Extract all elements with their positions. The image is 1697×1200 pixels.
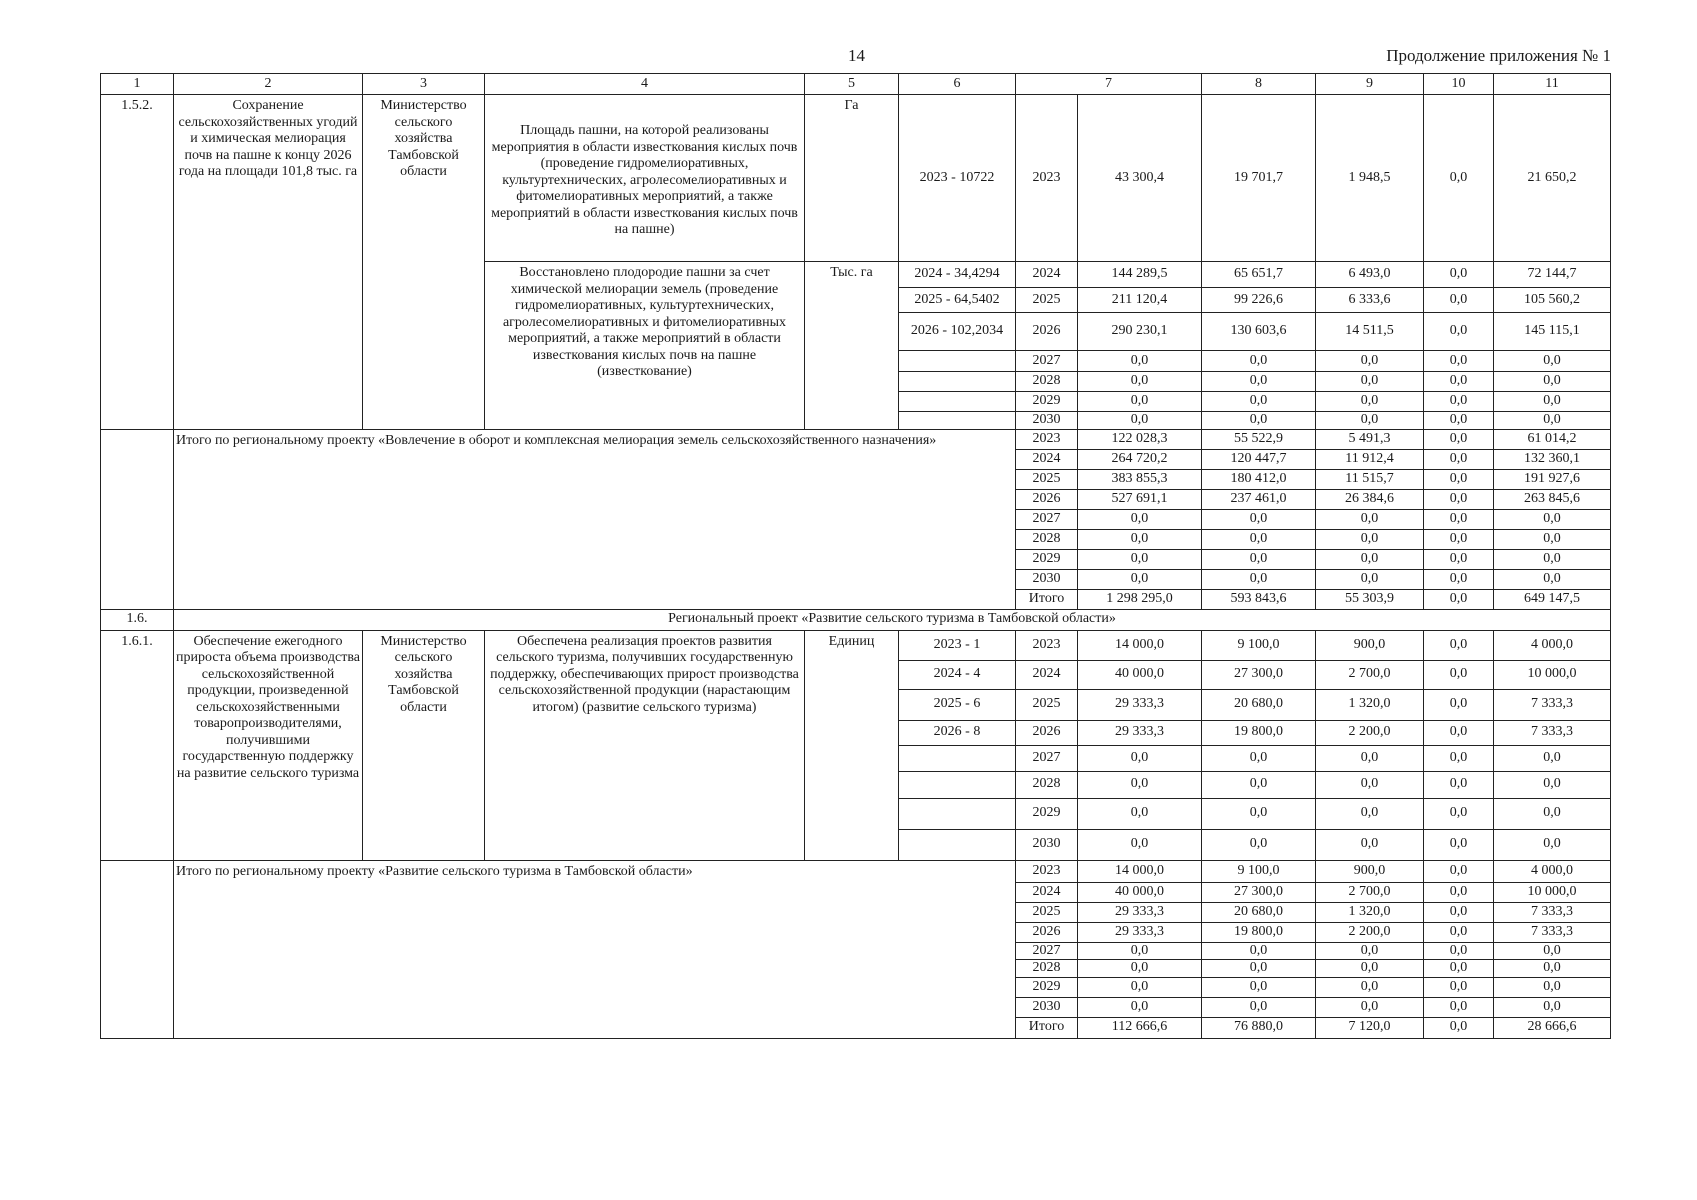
total-amount-cell: 0,0	[1078, 412, 1202, 430]
local-budget-cell: 0,0	[1424, 942, 1494, 960]
total-amount-cell: 0,0	[1078, 942, 1202, 960]
federal-budget-cell: 27 300,0	[1202, 660, 1316, 689]
local-budget-cell: 0,0	[1424, 829, 1494, 860]
regional-budget-cell: 0,0	[1316, 392, 1424, 412]
row-number: 1.6.1.	[101, 630, 174, 860]
federal-budget-cell: 20 680,0	[1202, 689, 1316, 720]
total-amount-cell: 14 000,0	[1078, 860, 1202, 882]
federal-budget-cell: 0,0	[1202, 392, 1316, 412]
col-header-3: 3	[363, 74, 485, 95]
year-cell: 2027	[1016, 745, 1078, 771]
local-budget-cell: 0,0	[1424, 977, 1494, 997]
extrabudget-cell: 10 000,0	[1494, 882, 1611, 902]
extrabudget-cell: 0,0	[1494, 798, 1611, 829]
federal-budget-cell: 0,0	[1202, 942, 1316, 960]
regional-budget-cell: 2 200,0	[1316, 720, 1424, 745]
indicator-description: Обеспечена реализация проектов развития сельского туризма, получивших государственную поддержку, обеспечивающих прирост производства сельскохозяйственной продукции (нарастающим итогом) (развитие сельского туризма)	[485, 630, 805, 860]
total-amount-cell: 383 855,3	[1078, 469, 1202, 489]
target-value-cell	[899, 798, 1016, 829]
regional-budget-cell: 6 493,0	[1316, 262, 1424, 288]
total-amount-cell: 112 666,6	[1078, 1017, 1202, 1038]
total-amount-cell: 122 028,3	[1078, 429, 1202, 449]
extrabudget-cell: 0,0	[1494, 977, 1611, 997]
year-cell: 2030	[1016, 569, 1078, 589]
total-amount-cell: 0,0	[1078, 529, 1202, 549]
regional-budget-cell: 0,0	[1316, 529, 1424, 549]
regional-budget-cell: 0,0	[1316, 351, 1424, 372]
local-budget-cell: 0,0	[1424, 429, 1494, 449]
regional-budget-cell: 14 511,5	[1316, 313, 1424, 351]
activity-row-1-5-2	[101, 95, 1611, 262]
section-title: Региональный проект «Развитие сельского туризма в Тамбовской области»	[174, 609, 1611, 630]
total-amount-cell: 264 720,2	[1078, 449, 1202, 469]
task-description: Сохранение сельскохозяйственных угодий и химическая мелиорация почв на пашне к концу 2026 года на площади 101,8 тыс. га	[174, 95, 363, 430]
total-amount-cell: 29 333,3	[1078, 902, 1202, 922]
year-cell: 2023	[1016, 429, 1078, 449]
total-amount-cell: 0,0	[1078, 977, 1202, 997]
extrabudget-cell: 0,0	[1494, 351, 1611, 372]
extrabudget-cell: 0,0	[1494, 372, 1611, 392]
federal-budget-cell: 9 100,0	[1202, 860, 1316, 882]
federal-budget-cell: 180 412,0	[1202, 469, 1316, 489]
federal-budget-cell: 0,0	[1202, 771, 1316, 798]
empty-number-cell	[101, 429, 174, 609]
extrabudget-cell: 649 147,5	[1494, 589, 1611, 609]
year-cell: 2029	[1016, 798, 1078, 829]
extrabudget-cell: 0,0	[1494, 745, 1611, 771]
year-cell: 2024	[1016, 449, 1078, 469]
local-budget-cell: 0,0	[1424, 95, 1494, 262]
target-value-cell	[899, 372, 1016, 392]
year-cell: 2024	[1016, 262, 1078, 288]
local-budget-cell: 0,0	[1424, 922, 1494, 942]
extrabudget-cell: 61 014,2	[1494, 429, 1611, 449]
extrabudget-cell: 0,0	[1494, 960, 1611, 978]
empty-number-cell	[101, 860, 174, 1038]
regional-budget-cell: 0,0	[1316, 960, 1424, 978]
federal-budget-cell: 0,0	[1202, 977, 1316, 997]
total-amount-cell: 0,0	[1078, 997, 1202, 1017]
local-budget-cell: 0,0	[1424, 529, 1494, 549]
federal-budget-cell: 65 651,7	[1202, 262, 1316, 288]
federal-budget-cell: 593 843,6	[1202, 589, 1316, 609]
extrabudget-cell: 7 333,3	[1494, 720, 1611, 745]
indicator-description: Площадь пашни, на которой реализованы мероприятия в области известкования кислых почв (проведение гидромелиоративных, культуртехнических, агролесомелиоративных и фитомелиоративных мероприятий, а также мероприятий в области известкования кислых почв на пашне)	[485, 95, 805, 262]
regional-budget-cell: 900,0	[1316, 630, 1424, 660]
local-budget-cell: 0,0	[1424, 569, 1494, 589]
target-value-cell	[899, 412, 1016, 430]
target-value-cell	[899, 745, 1016, 771]
regional-budget-cell: 5 491,3	[1316, 429, 1424, 449]
year-cell: 2028	[1016, 771, 1078, 798]
local-budget-cell: 0,0	[1424, 509, 1494, 529]
federal-budget-cell: 0,0	[1202, 569, 1316, 589]
total-amount-cell: 0,0	[1078, 569, 1202, 589]
regional-budget-cell: 0,0	[1316, 942, 1424, 960]
regional-budget-cell: 0,0	[1316, 569, 1424, 589]
regional-budget-cell: 1 948,5	[1316, 95, 1424, 262]
regional-budget-cell: 0,0	[1316, 997, 1424, 1017]
regional-budget-cell: 0,0	[1316, 412, 1424, 430]
federal-budget-cell: 19 800,0	[1202, 922, 1316, 942]
extrabudget-cell: 105 560,2	[1494, 288, 1611, 313]
target-value-cell: 2023 - 1	[899, 630, 1016, 660]
local-budget-cell: 0,0	[1424, 469, 1494, 489]
regional-budget-cell: 2 700,0	[1316, 660, 1424, 689]
regional-budget-cell: 55 303,9	[1316, 589, 1424, 609]
regional-budget-cell: 0,0	[1316, 745, 1424, 771]
extrabudget-cell: 4 000,0	[1494, 860, 1611, 882]
continuation-label: Продолжение приложения № 1	[1386, 46, 1611, 65]
total-amount-cell: 1 298 295,0	[1078, 589, 1202, 609]
federal-budget-cell: 0,0	[1202, 372, 1316, 392]
extrabudget-cell: 21 650,2	[1494, 95, 1611, 262]
regional-budget-cell: 0,0	[1316, 798, 1424, 829]
col-header-10: 10	[1424, 74, 1494, 95]
year-cell: 2029	[1016, 549, 1078, 569]
project-total-label: Итого по региональному проекту «Вовлечение в оборот и комплексная мелиорация земель сельскохозяйственного назначения»	[174, 429, 1016, 609]
local-budget-cell: 0,0	[1424, 1017, 1494, 1038]
col-header-8: 8	[1202, 74, 1316, 95]
total-amount-cell: 0,0	[1078, 798, 1202, 829]
federal-budget-cell: 0,0	[1202, 412, 1316, 430]
page-number: 14	[848, 46, 865, 65]
col-header-1: 1	[101, 74, 174, 95]
local-budget-cell: 0,0	[1424, 630, 1494, 660]
total-amount-cell: 0,0	[1078, 771, 1202, 798]
col-header-9: 9	[1316, 74, 1424, 95]
column-numbers-row	[101, 74, 1611, 95]
federal-budget-cell: 0,0	[1202, 509, 1316, 529]
extrabudget-cell: 72 144,7	[1494, 262, 1611, 288]
year-cell: 2027	[1016, 351, 1078, 372]
local-budget-cell: 0,0	[1424, 882, 1494, 902]
extrabudget-cell: 7 333,3	[1494, 922, 1611, 942]
total-amount-cell: 14 000,0	[1078, 630, 1202, 660]
responsible-ministry: Министерство сельского хозяйства Тамбовской области	[363, 95, 485, 430]
year-cell: 2027	[1016, 509, 1078, 529]
target-value-cell: 2026 - 8	[899, 720, 1016, 745]
regional-budget-cell: 0,0	[1316, 509, 1424, 529]
total-amount-cell: 211 120,4	[1078, 288, 1202, 313]
local-budget-cell: 0,0	[1424, 313, 1494, 351]
year-cell: 2028	[1016, 529, 1078, 549]
local-budget-cell: 0,0	[1424, 720, 1494, 745]
total-amount-cell: 0,0	[1078, 960, 1202, 978]
year-cell: 2026	[1016, 720, 1078, 745]
federal-budget-cell: 19 701,7	[1202, 95, 1316, 262]
section-number: 1.6.	[101, 609, 174, 630]
federal-budget-cell: 0,0	[1202, 997, 1316, 1017]
regional-budget-cell: 2 200,0	[1316, 922, 1424, 942]
target-value-cell: 2023 - 10722	[899, 95, 1016, 262]
total-amount-cell: 0,0	[1078, 549, 1202, 569]
federal-budget-cell: 9 100,0	[1202, 630, 1316, 660]
year-cell: 2025	[1016, 469, 1078, 489]
regional-budget-cell: 0,0	[1316, 549, 1424, 569]
extrabudget-cell: 145 115,1	[1494, 313, 1611, 351]
extrabudget-cell: 10 000,0	[1494, 660, 1611, 689]
year-cell: 2023	[1016, 95, 1078, 262]
extrabudget-cell: 0,0	[1494, 829, 1611, 860]
activity-row-1-6-1	[101, 630, 1611, 660]
extrabudget-cell: 0,0	[1494, 997, 1611, 1017]
federal-budget-cell: 237 461,0	[1202, 489, 1316, 509]
extrabudget-cell: 191 927,6	[1494, 469, 1611, 489]
regional-budget-cell: 2 700,0	[1316, 882, 1424, 902]
year-cell: 2023	[1016, 860, 1078, 882]
total-amount-cell: 29 333,3	[1078, 922, 1202, 942]
total-amount-cell: 290 230,1	[1078, 313, 1202, 351]
col-header-11: 11	[1494, 74, 1611, 95]
local-budget-cell: 0,0	[1424, 798, 1494, 829]
local-budget-cell: 0,0	[1424, 960, 1494, 978]
task-description: Обеспечение ежегодного прироста объема производства сельскохозяйственной продукции, произведенной сельскохозяйственными товаропроизводителями, получившими государственную поддержку на развитие сельского туризма	[174, 630, 363, 860]
extrabudget-cell: 0,0	[1494, 529, 1611, 549]
local-budget-cell: 0,0	[1424, 689, 1494, 720]
total-amount-cell: 0,0	[1078, 372, 1202, 392]
year-cell: 2025	[1016, 902, 1078, 922]
federal-budget-cell: 0,0	[1202, 798, 1316, 829]
year-cell: 2026	[1016, 922, 1078, 942]
target-value-cell: 2025 - 64,5402	[899, 288, 1016, 313]
local-budget-cell: 0,0	[1424, 288, 1494, 313]
local-budget-cell: 0,0	[1424, 745, 1494, 771]
col-header-6: 6	[899, 74, 1016, 95]
total-amount-cell: 0,0	[1078, 829, 1202, 860]
col-header-4: 4	[485, 74, 805, 95]
indicator-description: Восстановлено плодородие пашни за счет химической мелиорации земель (проведение гидромелиоративных, культуртехнических, агролесомелиоративных и фитомелиоративных мероприятий, а также мероприятий в области известкования кислых почв на пашне (известкование)	[485, 262, 805, 430]
regional-budget-cell: 1 320,0	[1316, 689, 1424, 720]
total-amount-cell: 0,0	[1078, 509, 1202, 529]
local-budget-cell: 0,0	[1424, 997, 1494, 1017]
year-cell: 2030	[1016, 412, 1078, 430]
extrabudget-cell: 132 360,1	[1494, 449, 1611, 469]
col-header-7: 7	[1016, 74, 1202, 95]
local-budget-cell: 0,0	[1424, 771, 1494, 798]
federal-budget-cell: 0,0	[1202, 529, 1316, 549]
total-amount-cell: 43 300,4	[1078, 95, 1202, 262]
col-header-2: 2	[174, 74, 363, 95]
year-cell: 2029	[1016, 977, 1078, 997]
year-cell: 2028	[1016, 960, 1078, 978]
budget-table	[100, 73, 1611, 1039]
federal-budget-cell: 27 300,0	[1202, 882, 1316, 902]
regional-budget-cell: 0,0	[1316, 977, 1424, 997]
regional-budget-cell: 900,0	[1316, 860, 1424, 882]
regional-budget-cell: 1 320,0	[1316, 902, 1424, 922]
federal-budget-cell: 76 880,0	[1202, 1017, 1316, 1038]
total-amount-cell: 29 333,3	[1078, 689, 1202, 720]
extrabudget-cell: 0,0	[1494, 509, 1611, 529]
unit-cell: Га	[805, 95, 899, 262]
local-budget-cell: 0,0	[1424, 589, 1494, 609]
unit-cell: Тыс. га	[805, 262, 899, 430]
total-amount-cell: 0,0	[1078, 351, 1202, 372]
regional-budget-cell: 11 912,4	[1316, 449, 1424, 469]
extrabudget-cell: 28 666,6	[1494, 1017, 1611, 1038]
extrabudget-cell: 4 000,0	[1494, 630, 1611, 660]
year-cell: 2024	[1016, 660, 1078, 689]
extrabudget-cell: 7 333,3	[1494, 902, 1611, 922]
target-value-cell	[899, 829, 1016, 860]
col-header-5: 5	[805, 74, 899, 95]
federal-budget-cell: 20 680,0	[1202, 902, 1316, 922]
federal-budget-cell: 0,0	[1202, 745, 1316, 771]
year-cell: 2026	[1016, 313, 1078, 351]
local-budget-cell: 0,0	[1424, 902, 1494, 922]
section-row-1-6	[101, 609, 1611, 630]
total-amount-cell: 0,0	[1078, 745, 1202, 771]
local-budget-cell: 0,0	[1424, 412, 1494, 430]
local-budget-cell: 0,0	[1424, 489, 1494, 509]
year-cell: 2030	[1016, 997, 1078, 1017]
target-value-cell: 2024 - 34,4294	[899, 262, 1016, 288]
federal-budget-cell: 19 800,0	[1202, 720, 1316, 745]
federal-budget-cell: 120 447,7	[1202, 449, 1316, 469]
federal-budget-cell: 55 522,9	[1202, 429, 1316, 449]
year-cell: Итого	[1016, 1017, 1078, 1038]
federal-budget-cell: 99 226,6	[1202, 288, 1316, 313]
regional-budget-cell: 7 120,0	[1316, 1017, 1424, 1038]
regional-budget-cell: 6 333,6	[1316, 288, 1424, 313]
responsible-ministry: Министерство сельского хозяйства Тамбовской области	[363, 630, 485, 860]
regional-budget-cell: 0,0	[1316, 771, 1424, 798]
target-value-cell: 2024 - 4	[899, 660, 1016, 689]
row-number: 1.5.2.	[101, 95, 174, 430]
federal-budget-cell: 0,0	[1202, 351, 1316, 372]
total-amount-cell: 40 000,0	[1078, 882, 1202, 902]
regional-budget-cell: 0,0	[1316, 829, 1424, 860]
total-row-1-6	[101, 860, 1611, 882]
unit-cell: Единиц	[805, 630, 899, 860]
local-budget-cell: 0,0	[1424, 392, 1494, 412]
target-value-cell	[899, 392, 1016, 412]
target-value-cell: 2026 - 102,2034	[899, 313, 1016, 351]
target-value-cell	[899, 351, 1016, 372]
year-cell: 2025	[1016, 288, 1078, 313]
federal-budget-cell: 0,0	[1202, 549, 1316, 569]
year-cell: 2030	[1016, 829, 1078, 860]
local-budget-cell: 0,0	[1424, 549, 1494, 569]
year-cell: 2024	[1016, 882, 1078, 902]
extrabudget-cell: 0,0	[1494, 549, 1611, 569]
local-budget-cell: 0,0	[1424, 449, 1494, 469]
extrabudget-cell: 263 845,6	[1494, 489, 1611, 509]
year-cell: 2029	[1016, 392, 1078, 412]
total-row-1-5	[101, 429, 1611, 449]
regional-budget-cell: 0,0	[1316, 372, 1424, 392]
extrabudget-cell: 7 333,3	[1494, 689, 1611, 720]
total-amount-cell: 527 691,1	[1078, 489, 1202, 509]
year-cell: 2025	[1016, 689, 1078, 720]
local-budget-cell: 0,0	[1424, 860, 1494, 882]
federal-budget-cell: 0,0	[1202, 960, 1316, 978]
extrabudget-cell: 0,0	[1494, 412, 1611, 430]
year-cell: 2028	[1016, 372, 1078, 392]
project-total-label: Итого по региональному проекту «Развитие сельского туризма в Тамбовской области»	[174, 860, 1016, 1038]
extrabudget-cell: 0,0	[1494, 771, 1611, 798]
year-cell: 2027	[1016, 942, 1078, 960]
year-cell: Итого	[1016, 589, 1078, 609]
extrabudget-cell: 0,0	[1494, 569, 1611, 589]
local-budget-cell: 0,0	[1424, 351, 1494, 372]
federal-budget-cell: 130 603,6	[1202, 313, 1316, 351]
regional-budget-cell: 26 384,6	[1316, 489, 1424, 509]
total-amount-cell: 40 000,0	[1078, 660, 1202, 689]
local-budget-cell: 0,0	[1424, 372, 1494, 392]
total-amount-cell: 0,0	[1078, 392, 1202, 412]
local-budget-cell: 0,0	[1424, 660, 1494, 689]
local-budget-cell: 0,0	[1424, 262, 1494, 288]
target-value-cell: 2025 - 6	[899, 689, 1016, 720]
year-cell: 2023	[1016, 630, 1078, 660]
federal-budget-cell: 0,0	[1202, 829, 1316, 860]
total-amount-cell: 144 289,5	[1078, 262, 1202, 288]
total-amount-cell: 29 333,3	[1078, 720, 1202, 745]
target-value-cell	[899, 771, 1016, 798]
year-cell: 2026	[1016, 489, 1078, 509]
extrabudget-cell: 0,0	[1494, 392, 1611, 412]
extrabudget-cell: 0,0	[1494, 942, 1611, 960]
regional-budget-cell: 11 515,7	[1316, 469, 1424, 489]
